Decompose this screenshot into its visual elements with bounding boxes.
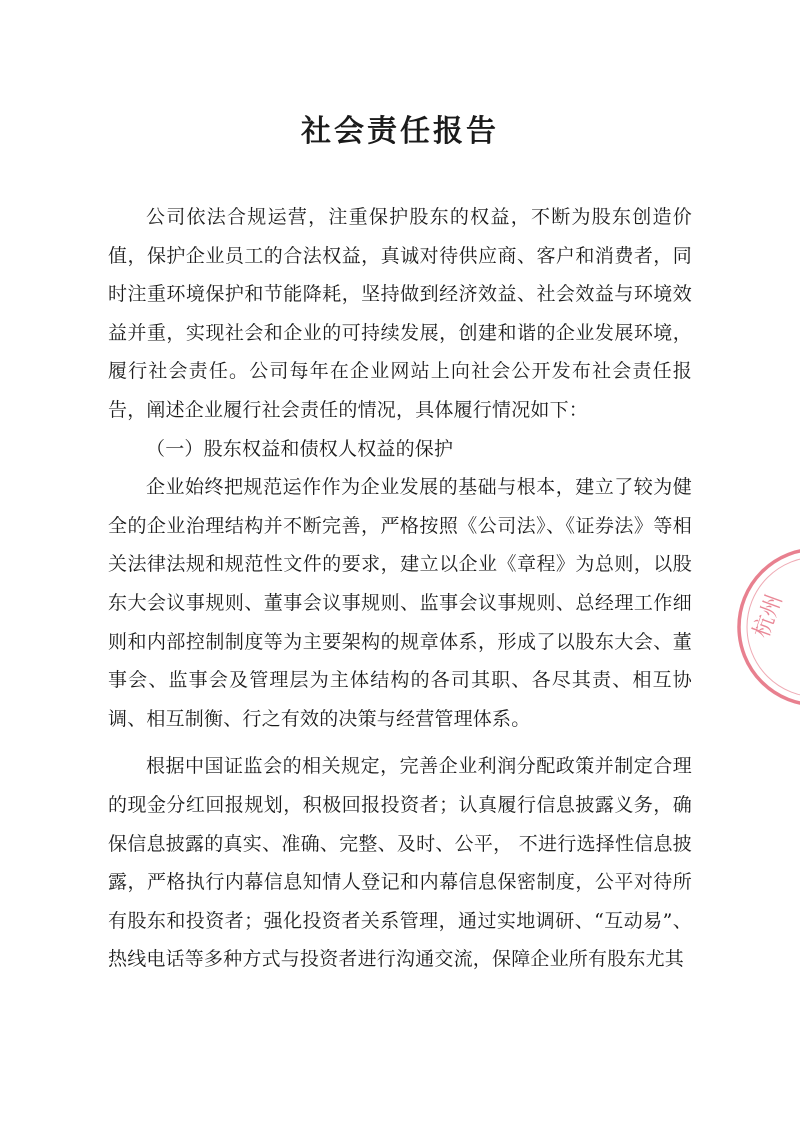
document-title: 社会责任报告 — [301, 114, 499, 149]
seal-text: 杭州 — [749, 591, 788, 642]
red-seal-stamp — [735, 535, 800, 715]
document-body — [108, 198, 692, 979]
paragraph-disclosure: 根据中国证监会的相关规定，完善企业利润分配政策并制定合理的现金分红回报规划，积极回报投资者；认真履行信息披露义务，确保信息披露的真实、准确、完整、及时、公平， 不进行选择性信息披露，严格执行内幕信息知情人登记和内幕信息保密制度，公平对待所有股东和投资者；强化投资者关系管理，通过实地调研、“互动易”、热线电话等多种方式与投资者进行沟通交流，保障企业所有股东尤其 — [108, 755, 692, 971]
paragraph-governance: 企业始终把规范运作作为企业发展的基础与根本，建立了较为健全的企业治理结构并不断完善，严格按照《公司法》、《证券法》等相关法律法规和规范性文件的要求，建立以企业《章程》为总则，以股东大会议事规则、董事会议事规则、监事会议事规则、总经理工作细则和内部控制制度等为主要架构的规章体系，形成了以股东大会、董事会、监事会及管理层为主体结构的各司其职、各尽其责、相互协调、相互制衡、行之有效的决策与经营管理体系。 — [108, 476, 692, 730]
section-heading: （一）股东权益和债权人权益的保护 — [146, 437, 454, 460]
paragraph-intro: 公司依法合规运营，注重保护股东的权益，不断为股东创造价值，保护企业员工的合法权益，真诚对待供应商、客户和消费者，同时注重环境保护和节能降耗，坚持做到经济效益、社会效益与环境效益并重，实现社会和企业的可持续发展，创建和谐的企业发展环境，履行社会责任。公司每年在企业网站上向社会公开发布社会责任报告，阐述企业履行社会责任的情况，具体履行情况如下： — [108, 206, 692, 421]
